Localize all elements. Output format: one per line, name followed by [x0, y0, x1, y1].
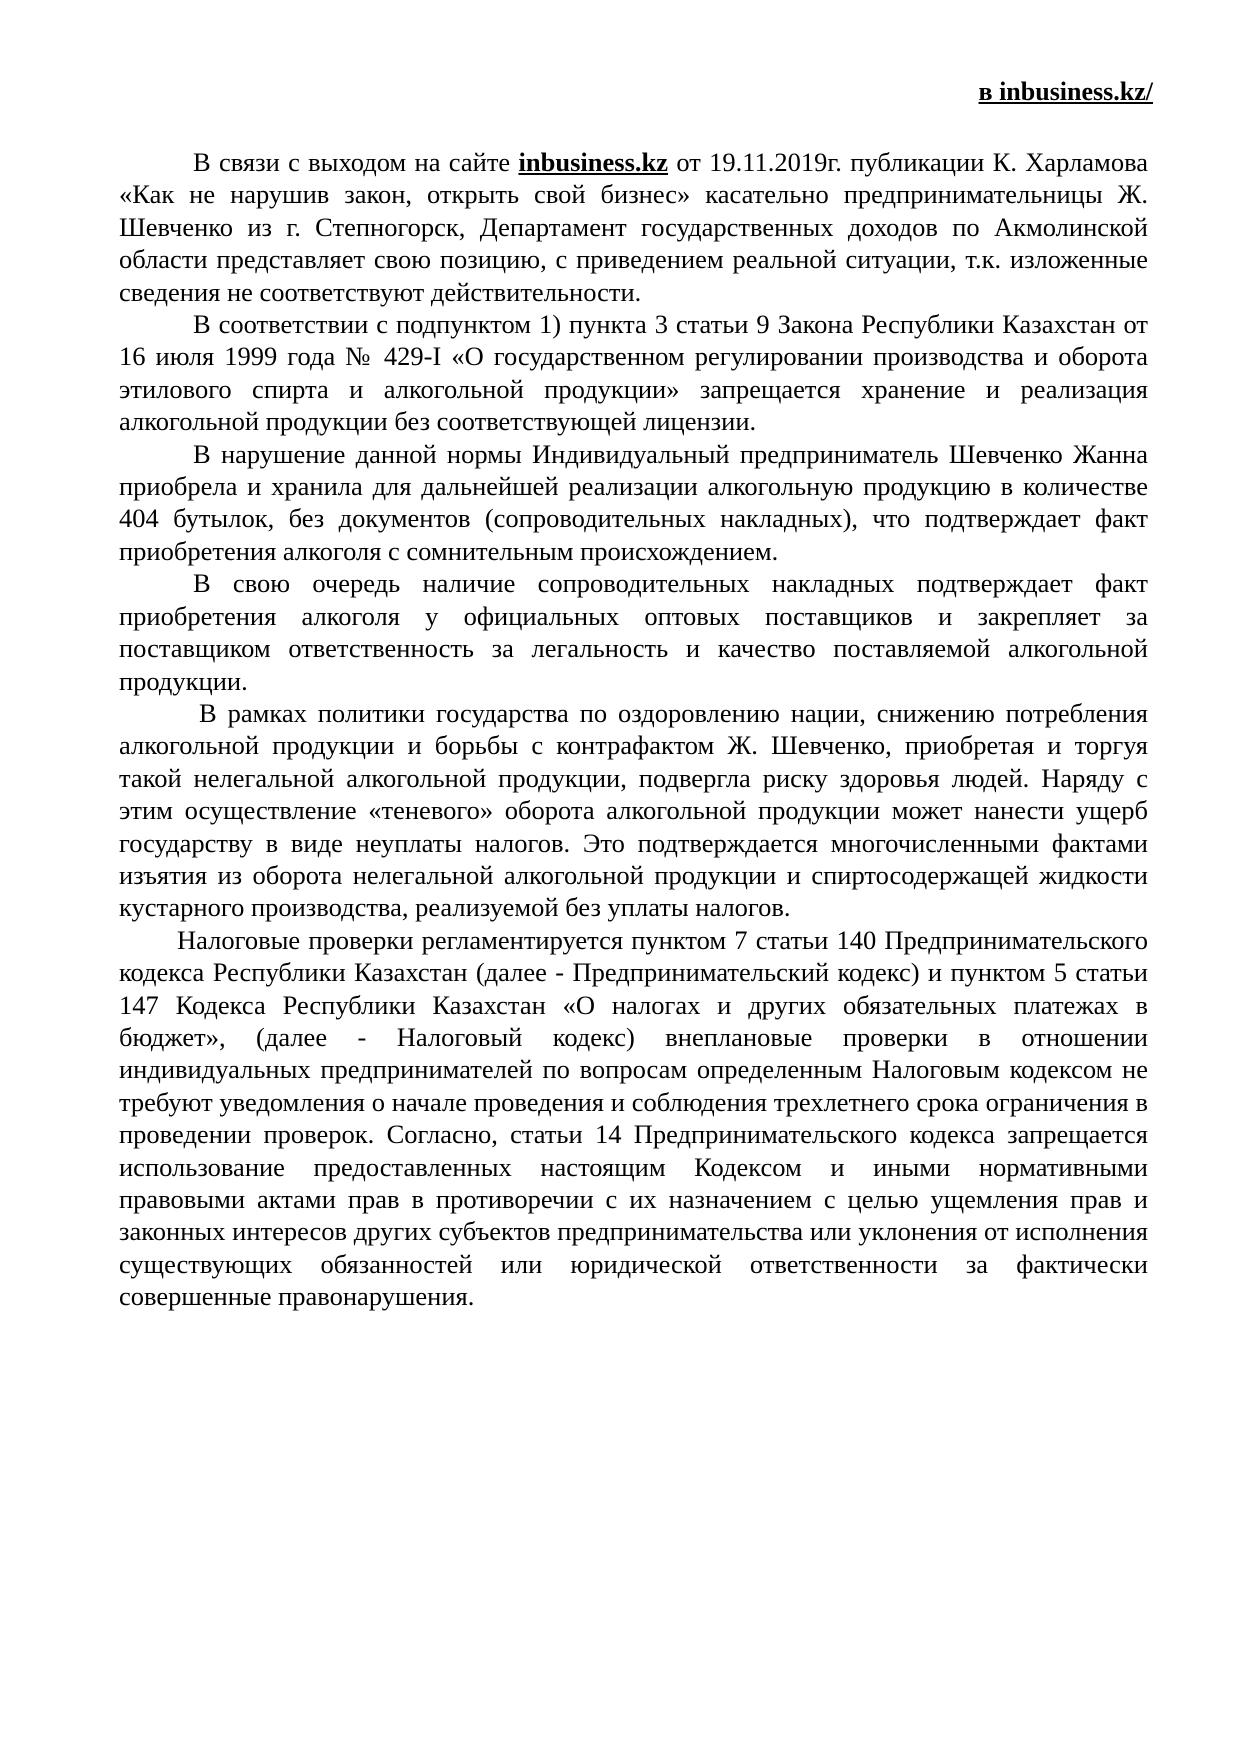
paragraph-state-policy: В рамках политики государства по оздоровлению нации, снижению потребления алкогольной продукции и борьбы с контрафактом Ж. Шевченко, приобретая и торгуя такой нелегальной алкогольной продукции, подвергла риску здоровья людей. Наряду с этим осуществление «теневого» оборота алкогольной продукции может нанести ущерб государству в виде неуплаты налогов. Это подтверждается многочисленными фактами изъятия из оборота нелегальной алкогольной продукции и спиртосодержащей жидкости кустарного производства, реализуемой без уплаты налогов.: [119, 697, 1148, 923]
paragraph-violation: В нарушение данной нормы Индивидуальный предприниматель Шевченко Жанна приобрела и хранила для дальнейшей реализации алкогольную продукцию в количестве 404 бутылок, без документов (сопроводительных накладных), что подтверждает факт приобретения алкоголя с сомнительным происхождением.: [119, 438, 1148, 566]
site-link[interactable]: inbusiness.kz: [518, 147, 669, 177]
addressee-line: в inbusiness.kz/: [978, 77, 1153, 106]
paragraph-law-reference: В соответствии с подпунктом 1) пункта 3 статьи 9 Закона Республики Казахстан от 16 июля 1999 года № 429-I «О государственном регулировании производства и оборота этилового спирта и алкогольной продукции» запрещается хранение и реализация алкогольной продукции без соответствующей лицензии.: [119, 309, 1148, 437]
paragraph-tax-inspections: Налоговые проверки регламентируется пунктом 7 статьи 140 Предпринимательского кодекса Республики Казахстан (далее - Предпринимательский кодекс) и пунктом 5 статьи 147 Кодекса Республики Казахстан «О налогах и других обязательных платежах в бюджет», (далее - Налоговый кодекс) внеплановые проверки в отношении индивидуальных предпринимателей по вопросам определенным Налоговым кодексом не требуют уведомления о начале проведения и соблюдения трехлетнего срока ограничения в проведении проверок. Согласно, статьи 14 Предпринимательского кодекса запрещается использование предоставленных настоящим Кодексом и иными нормативными правовыми актами прав в противоречии с их назначением с целью ущемления прав и законных интересов других субъектов предпринимательства или уклонения от исполнения существующих обязанностей или юридической ответственности за фактически совершенные правонарушения.: [119, 924, 1148, 1312]
paragraph-invoices: В свою очередь наличие сопроводительных накладных подтверждает факт приобретения алкоголя у официальных оптовых поставщиков и закрепляет за поставщиком ответственность за легальность и качество поставляемой алкогольной продукции.: [119, 568, 1148, 696]
document-body: [119, 146, 1148, 1313]
paragraph-text-after-link: от 19.11.2019г. публикации К. Харламова «Как не нарушив закон, открыть свой бизнес» касательно предпринимательницы Ж. Шевченко из г. Степногорск, Департамент государственных доходов по Акмолинской области представляет свою позицию, с приведением реальной ситуации, т.к. изложенные сведения не соответствуют действительности.: [119, 147, 1148, 307]
paragraph-text-before-link: В связи с выходом на сайте: [193, 147, 519, 177]
paragraph-publication-response: [119, 146, 1148, 308]
